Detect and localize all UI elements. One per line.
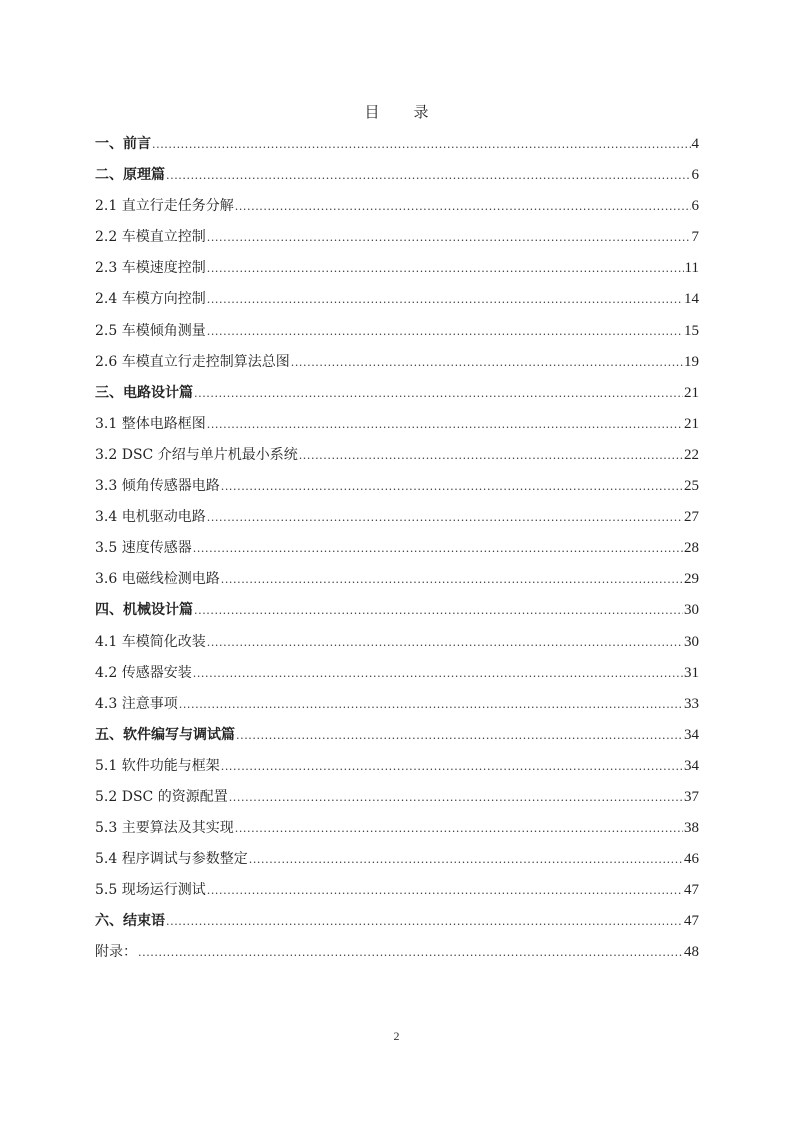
toc-entry-label: 2.3 车模速度控制 (95, 260, 206, 277)
toc-entry-page: 15 (684, 322, 699, 339)
toc-entry-label: 5.2 DSC 的资源配置 (95, 788, 228, 805)
toc-title-left: 目 (364, 103, 380, 121)
toc-section-entry[interactable] (95, 817, 699, 848)
toc-entry-page: 30 (684, 633, 699, 650)
toc-chapter-entry[interactable] (95, 164, 699, 195)
dot-leader (152, 134, 691, 156)
toc-section-entry[interactable] (95, 786, 699, 817)
toc-entry-page: 6 (691, 198, 699, 215)
dot-leader (207, 321, 683, 343)
toc-section-entry[interactable] (95, 351, 699, 382)
toc-entry-page: 34 (684, 726, 699, 743)
toc-entry-label: 5.5 现场运行测试 (95, 882, 206, 899)
dot-leader (229, 787, 683, 809)
toc-entry-page: 37 (684, 788, 699, 805)
dot-leader (207, 289, 683, 311)
toc-entry-label: 5.1 软件功能与框架 (95, 757, 220, 774)
toc-entry-label: 3.2 DSC 介绍与单片机最小系统 (95, 446, 298, 463)
dot-leader (194, 600, 683, 622)
toc-title (0, 101, 793, 122)
toc-entry-label: 4.3 注意事项 (95, 695, 178, 712)
toc-entry-page: 34 (684, 757, 699, 774)
toc-entry-label: 2.2 车模直立控制 (95, 229, 206, 246)
toc-section-entry[interactable] (95, 320, 699, 351)
toc-section-entry[interactable] (95, 537, 699, 568)
toc-entry-page: 22 (684, 446, 699, 463)
toc-entry-label: 一、前言 (95, 136, 151, 152)
toc-entry-page: 38 (684, 820, 699, 837)
toc-entry-page: 47 (684, 913, 699, 930)
toc-entry-page: 14 (684, 291, 699, 308)
toc-entry-label: 3.5 速度传感器 (95, 540, 192, 557)
toc-entry-label: 3.4 电机驱动电路 (95, 509, 206, 526)
toc-list (95, 133, 699, 973)
toc-section-entry[interactable] (95, 755, 699, 786)
dot-leader (207, 507, 683, 529)
toc-entry-page: 11 (684, 260, 699, 277)
dot-leader (291, 352, 683, 374)
toc-section-entry[interactable] (95, 288, 699, 319)
dot-leader (138, 942, 683, 964)
toc-entry-label: 5.4 程序调试与参数整定 (95, 851, 248, 868)
toc-section-entry[interactable] (95, 257, 699, 288)
toc-entry-page: 28 (684, 540, 699, 557)
toc-entry-label: 2.5 车模倾角测量 (95, 322, 206, 339)
toc-section-entry[interactable] (95, 631, 699, 662)
toc-entry-label: 附录： (95, 944, 137, 961)
toc-section-entry[interactable] (95, 226, 699, 257)
dot-leader (235, 196, 691, 218)
dot-leader (249, 849, 683, 871)
dot-leader (193, 538, 683, 560)
toc-entry-label: 3.1 整体电路框图 (95, 415, 206, 432)
toc-section-entry[interactable] (95, 693, 699, 724)
toc-entry-page: 21 (684, 384, 699, 401)
dot-leader (207, 258, 684, 280)
toc-entry-page: 29 (684, 571, 699, 588)
toc-entry-label: 四、机械设计篇 (95, 602, 193, 619)
toc-entry-label: 3.6 电磁线检测电路 (95, 571, 220, 588)
toc-section-entry[interactable] (95, 568, 699, 599)
dot-leader (207, 632, 683, 654)
toc-section-entry[interactable] (95, 848, 699, 879)
dot-leader (193, 663, 683, 685)
toc-entry-page: 6 (691, 167, 699, 184)
toc-section-entry[interactable] (95, 444, 699, 475)
toc-chapter-entry[interactable] (95, 133, 699, 164)
toc-entry-label: 5.3 主要算法及其实现 (95, 820, 234, 837)
toc-entry-label: 2.4 车模方向控制 (95, 291, 206, 308)
toc-entry-label: 二、原理篇 (95, 167, 165, 184)
dot-leader (207, 880, 683, 902)
toc-section-entry[interactable] (95, 506, 699, 537)
dot-leader (221, 756, 683, 778)
toc-entry-label: 2.1 直立行走任务分解 (95, 198, 234, 215)
toc-section-entry[interactable] (95, 195, 699, 226)
dot-leader (179, 694, 683, 716)
toc-entry-label: 3.3 倾角传感器电路 (95, 478, 220, 495)
toc-entry-page: 19 (684, 353, 699, 370)
toc-title-right: 录 (413, 103, 429, 121)
dot-leader (221, 569, 683, 591)
toc-chapter-entry[interactable] (95, 910, 699, 941)
dot-leader (299, 445, 683, 467)
toc-entry-page: 4 (691, 136, 699, 152)
toc-entry-page: 25 (684, 478, 699, 495)
dot-leader (207, 227, 691, 249)
toc-entry-page: 33 (684, 695, 699, 712)
toc-entry-page: 21 (684, 415, 699, 432)
toc-entry-page: 46 (684, 851, 699, 868)
dot-leader (236, 725, 683, 747)
toc-entry-page: 27 (684, 509, 699, 526)
toc-chapter-entry[interactable] (95, 382, 699, 413)
toc-entry-page: 47 (684, 882, 699, 899)
toc-entry-label: 六、结束语 (95, 913, 165, 930)
dot-leader (166, 165, 691, 187)
toc-chapter-entry[interactable] (95, 724, 699, 755)
page-number: 2 (393, 1029, 400, 1043)
toc-chapter-entry[interactable] (95, 599, 699, 630)
toc-entry-label: 4.2 传感器安装 (95, 664, 192, 681)
dot-leader (207, 414, 683, 436)
toc-entry-label: 五、软件编写与调试篇 (95, 726, 235, 743)
toc-entry-page: 30 (684, 602, 699, 619)
toc-section-entry[interactable] (95, 941, 699, 972)
toc-entry-label: 三、电路设计篇 (95, 384, 193, 401)
toc-section-entry[interactable] (95, 475, 699, 506)
toc-section-entry[interactable] (95, 879, 699, 910)
dot-leader (194, 383, 683, 405)
dot-leader (166, 911, 683, 933)
dot-leader (221, 476, 683, 498)
toc-entry-page: 31 (684, 664, 699, 681)
dot-leader (235, 818, 683, 840)
toc-entry-label: 4.1 车模简化改装 (95, 633, 206, 650)
toc-entry-label: 2.6 车模直立行走控制算法总图 (95, 353, 290, 370)
toc-entry-page: 48 (684, 944, 699, 961)
toc-entry-page: 7 (691, 229, 699, 246)
toc-section-entry[interactable] (95, 662, 699, 693)
toc-section-entry[interactable] (95, 413, 699, 444)
